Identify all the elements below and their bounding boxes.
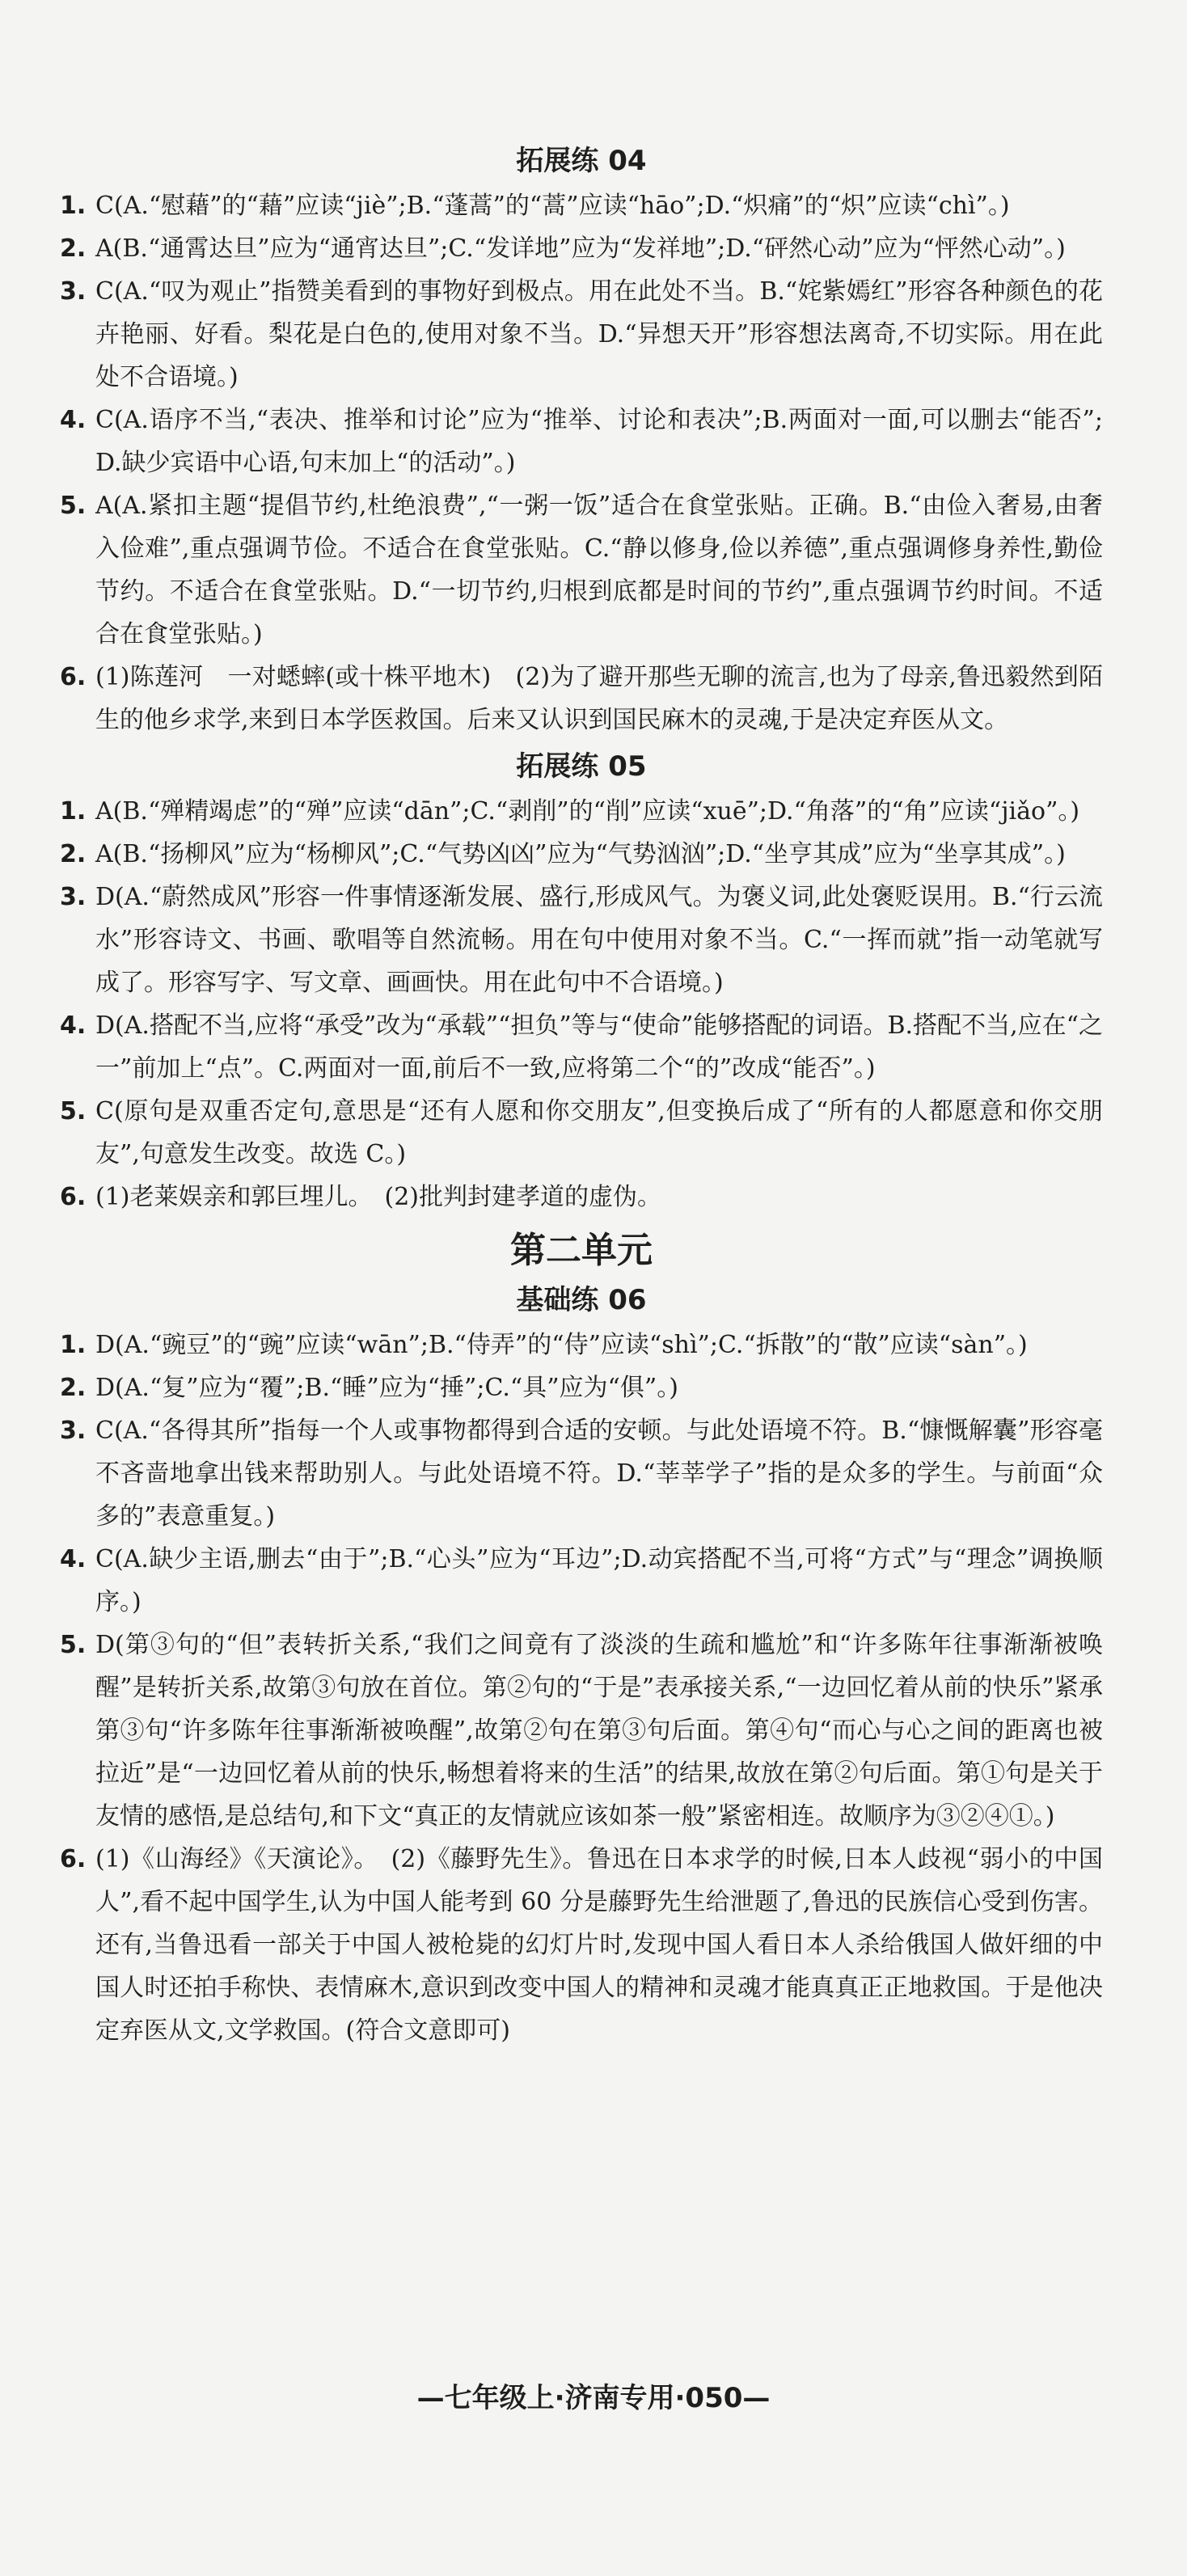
answer-number: 4. (60, 406, 87, 434)
page-footer: —七年级上·济南专用·050— (416, 2382, 771, 2414)
answer-number: 4. (60, 1011, 87, 1040)
answer-number: 2. (60, 840, 87, 868)
answer-text: D(第③句的“但”表转折关系,“我们之间竟有了淡淡的生疏和尴尬”和“许多陈年往事渐渐被唤醒”是转折关系,故第③句放在首位。第②句的“于是”表承接关系,“一边回忆着从前的快乐”紧承第③句“许多陈年往事渐渐被唤醒”,故第②句在第③句后面。第④句“而心与心之间的距离也被拉近”是“一边回忆着从前的快乐,畅想着将来的生活”的结果,故放在第②句后面。第①句是关于友情的感悟,是总结句,和下文“真正的友情就应该如茶一般”紧密相连。故顺序为③②④①。) (95, 1631, 1103, 1831)
answer-number: 3. (60, 1417, 87, 1445)
answer-text: C(A.语序不当,“表决、推举和讨论”应为“推举、讨论和表决”;B.两面对一面,可以删去“能否”;D.缺少宾语中心语,句末加上“的活动”。) (95, 406, 1103, 477)
answer-item (60, 656, 1103, 741)
answer-text: A(B.“殚精竭虑”的“殚”应读“dān”;C.“剥削”的“削”应读“xuē”;D.“角落”的“角”应读“jiǎo”。) (95, 797, 1080, 826)
answer-text: (1)陈莲河 一对蟋蟀(或十株平地木) (2)为了避开那些无聊的流言,也为了母亲,鲁迅毅然到陌生的他乡求学,来到日本学医救国。后来又认识到国民麻木的灵魂,于是决定弃医从文。 (95, 663, 1103, 734)
answer-number: 1. (60, 1331, 87, 1359)
answer-item (60, 1538, 1103, 1624)
answer-number: 4. (60, 1545, 87, 1573)
answer-text: A(B.“通霄达旦”应为“通宵达旦”;C.“发详地”应为“发祥地”;D.“砰然心动”应为“怦然心动”。) (95, 234, 1066, 263)
section-title-practice-04: 拓展练 04 (516, 145, 647, 177)
answer-number: 5. (60, 1097, 87, 1125)
answer-item (60, 1624, 1103, 1838)
answer-item (60, 1366, 1103, 1409)
answer-item (60, 1324, 1103, 1366)
answer-item (60, 399, 1103, 484)
answer-item (60, 790, 1103, 833)
answer-number: 2. (60, 234, 87, 263)
answer-item (60, 1176, 1103, 1218)
answer-number: 5. (60, 492, 87, 520)
answer-item (60, 876, 1103, 1004)
section-basic-06-list (60, 1324, 1103, 2052)
answer-number: 1. (60, 797, 87, 826)
answer-text: A(A.紧扣主题“提倡节约,杜绝浪费”,“一粥一饭”适合在食堂张贴。正确。B.“由俭入奢易,由奢入俭难”,重点强调节俭。不适合在食堂张贴。C.“静以修身,俭以养德”,重点强调修身养性,勤俭节约。不适合在食堂张贴。D.“一切节约,归根到底都是时间的节约”,重点强调节约时间。不适合在食堂张贴。) (95, 492, 1103, 648)
answer-item (60, 270, 1103, 399)
section-practice-05-list (60, 790, 1103, 1218)
answer-number: 5. (60, 1631, 87, 1659)
answer-text: D(A.搭配不当,应将“承受”改为“承载”“担负”等与“使命”能够搭配的词语。B.搭配不当,应在“之一”前加上“点”。C.两面对一面,前后不一致,应将第二个“的”改成“能否”。) (95, 1011, 1103, 1083)
answer-text: D(A.“豌豆”的“豌”应读“wān”;B.“侍弄”的“侍”应读“shì”;C.“拆散”的“散”应读“sàn”。) (95, 1331, 1028, 1359)
answer-text: C(A.“慰藉”的“藉”应读“jiè”;B.“蓬蒿”的“蒿”应读“hāo”;D.“炽痛”的“炽”应读“chì”。) (95, 192, 1010, 220)
answer-item (60, 484, 1103, 656)
answer-item (60, 833, 1103, 876)
answer-number: 3. (60, 883, 87, 911)
answer-text: (1)《山海经》《天演论》。 (2)《藤野先生》。鲁迅在日本求学的时候,日本人歧视“弱小的中国人”,看不起中国学生,认为中国人能考到 60 分是藤野先生给泄题了,鲁迅的民族信心受到伤害。还有,当鲁迅看一部关于中国人被枪毙的幻灯片时,发现中国人看日本人杀给俄国人做奸细的中国人时还拍手称快、表情麻木,意识到改变中国人的精神和灵魂才能真真正正地救国。于是他决定弃医从文,文学救国。(符合文意即可) (95, 1845, 1103, 2045)
answer-text: D(A.“蔚然成风”形容一件事情逐渐发展、盛行,形成风气。为褒义词,此处褒贬误用。B.“行云流水”形容诗文、书画、歌唱等自然流畅。用在句中使用对象不当。C.“一挥而就”指一动笔就写成了。形容写字、写文章、画画快。用在此句中不合语境。) (95, 883, 1103, 997)
answer-text: C(A.缺少主语,删去“由于”;B.“心头”应为“耳边”;D.动宾搭配不当,可将“方式”与“理念”调换顺序。) (95, 1545, 1103, 1616)
answer-number: 6. (60, 1845, 87, 1873)
section-title-basic-06: 基础练 06 (516, 1284, 647, 1316)
answer-number: 6. (60, 663, 87, 691)
answer-text: C(A.“各得其所”指每一个人或事物都得到合适的安顿。与此处语境不符。B.“慷慨解囊”形容毫不吝啬地拿出钱来帮助别人。与此处语境不符。D.“莘莘学子”指的是众多的学生。与前面“众多的”表意重复。) (95, 1417, 1103, 1531)
answer-number: 3. (60, 277, 87, 306)
answer-number: 6. (60, 1183, 87, 1211)
unit-title: 第二单元 (510, 1230, 653, 1271)
section-title-practice-05: 拓展练 05 (516, 750, 647, 783)
answer-item (60, 227, 1103, 270)
section-practice-04-list (60, 184, 1103, 741)
answer-item (60, 1090, 1103, 1176)
answer-number: 1. (60, 192, 87, 220)
answer-item (60, 1838, 1103, 2052)
answer-item (60, 1004, 1103, 1090)
answer-text: (1)老莱娱亲和郭巨埋儿。 (2)批判封建孝道的虚伪。 (95, 1183, 661, 1211)
answer-item (60, 1409, 1103, 1538)
answer-item (60, 184, 1103, 227)
answer-number: 2. (60, 1374, 87, 1402)
answer-content (60, 136, 1103, 2052)
answer-text: A(B.“扬柳风”应为“杨柳风”;C.“气势凶凶”应为“气势汹汹”;D.“坐亨其成”应为“坐享其成”。) (95, 840, 1066, 868)
answer-text: C(A.“叹为观止”指赞美看到的事物好到极点。用在此处不当。B.“姹紫嫣红”形容各种颜色的花卉艳丽、好看。梨花是白色的,使用对象不当。D.“异想天开”形容想法离奇,不切实际。用在此处不合语境。) (95, 277, 1103, 391)
answer-text: D(A.“复”应为“覆”;B.“睡”应为“捶”;C.“具”应为“俱”。) (95, 1374, 678, 1402)
answer-text: C(原句是双重否定句,意思是“还有人愿和你交朋友”,但变换后成了“所有的人都愿意和你交朋友”,句意发生改变。故选 C。) (95, 1097, 1103, 1168)
